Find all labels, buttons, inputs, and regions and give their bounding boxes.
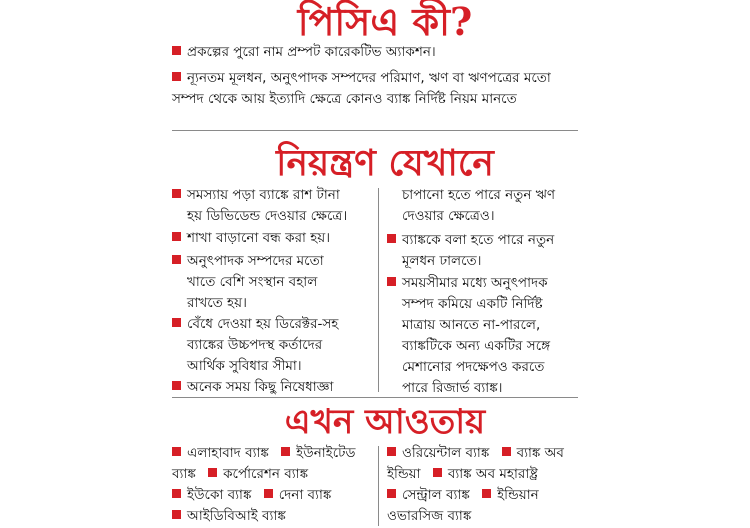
point-text: ব্যাঙ্কটিকে অন্য একটির সঙ্গে (402, 338, 551, 354)
bank-list-left-row-2 (172, 464, 308, 485)
control-point-7 (387, 273, 550, 399)
point-text: ব্যাঙ্কের উচ্চপদস্থ কর্তাদের (187, 337, 323, 353)
bullet-square-icon (387, 447, 396, 456)
bank-name: ব্যাঙ্ক (172, 466, 196, 482)
section1-point-1 (172, 42, 436, 63)
point-text: রাখতে হয়। (187, 295, 247, 311)
bullet-square-icon (482, 489, 491, 498)
bank-list-right-row-1 (387, 443, 564, 464)
point-text: প্রকল্পের পুরো নাম প্রম্পট কারেকটিভ অ্যাকশন। (187, 44, 436, 60)
bullet-square-icon (387, 489, 396, 498)
point-text: দেওয়ার ক্ষেত্রেও। (402, 208, 495, 224)
point-text: অনেক সময় কিছু নিষেধাজ্ঞা (187, 379, 334, 395)
control-point-2 (172, 228, 330, 249)
bullet-square-icon (387, 277, 396, 286)
bank-name: এলাহাবাদ ব্যাঙ্ক (187, 445, 269, 461)
column-divider (378, 446, 379, 526)
control-point-3 (172, 251, 324, 314)
control-point-6 (387, 230, 554, 272)
point-text: মাত্রায় আনতে না-পারলে, (402, 317, 541, 333)
point-text: হয় ডিভিডেন্ড দেওয়ার ক্ষেত্রে। (187, 208, 348, 224)
bullet-square-icon (172, 232, 181, 241)
section1-point-2 (172, 68, 551, 110)
bullet-square-icon (172, 189, 181, 198)
bullet-square-icon (387, 234, 396, 243)
bullet-square-icon (172, 510, 181, 519)
bullet-square-icon (264, 489, 273, 498)
bullet-square-icon (172, 381, 181, 390)
bank-name: ইন্ডিয়া (387, 466, 421, 482)
section1-title: পিসিএ কী? (297, 0, 473, 44)
point-text: মেশানোর পদক্ষেপও করতে (402, 359, 545, 375)
bank-name: আইডিবিআই ব্যাঙ্ক (187, 508, 286, 524)
point-text: সম্পদ কমিয়ে একটি নির্দিষ্ট (402, 296, 543, 312)
bullet-square-icon (172, 72, 181, 81)
section3-title: এখন আওতায় (284, 402, 486, 442)
point-text: মূলধন ঢালতে। (402, 253, 482, 269)
point-text: চাপানো হতে পারে নতুন ঋণ (402, 187, 555, 203)
section-divider (172, 397, 578, 398)
bank-list-right-row-3 (387, 485, 539, 506)
bank-list-left-row-3 (172, 485, 331, 506)
point-text: সমস্যায় পড়া ব্যাঙ্কে রাশ টানা (187, 187, 340, 203)
bank-list-left-row-1 (172, 443, 355, 464)
section2-title: নিয়ন্ত্রণ যেখানে (276, 142, 494, 184)
point-text: শাখা বাড়ানো বন্ধ করা হয়। (187, 230, 331, 246)
bank-name: কর্পোরেশন ব্যাঙ্ক (223, 466, 309, 482)
bank-list-right-row-4 (387, 506, 471, 527)
bank-name: ব্যাঙ্ক অব (516, 445, 564, 461)
point-text: বেঁধে দেওয়া হয় ডিরেক্টর-সহ (187, 316, 339, 332)
bullet-square-icon (172, 46, 181, 55)
bullet-square-icon (172, 255, 181, 264)
bank-name: সেন্ট্রাল ব্যাঙ্ক (402, 487, 470, 503)
section-divider (172, 130, 578, 131)
point-text: আর্থিক সুবিধার সীমা। (187, 358, 302, 374)
point-text: অনুৎপাদক সম্পদের মতো (187, 253, 324, 269)
bank-name: ওভারসিজ ব্যাঙ্ক (387, 508, 472, 524)
bullet-square-icon (172, 318, 181, 327)
control-point-1 (172, 185, 347, 227)
point-text: ন্যূনতম মূলধন, অনুৎপাদক সম্পদের পরিমাণ, ঋণ বা ঋণপত্রের মতো (187, 70, 551, 86)
bullet-square-icon (208, 468, 217, 477)
point-text: খাতে বেশি সংস্থান বহাল (187, 274, 318, 290)
point-text: সম্পদ থেকে আয় ইত্যাদি ক্ষেত্রে কোনও ব্যাঙ্ক নির্দিষ্ট নিয়ম মানতে (172, 91, 517, 107)
bank-name: ইউনাইটেড (296, 445, 356, 461)
column-divider (378, 188, 379, 392)
bank-name: ইউকো ব্যাঙ্ক (187, 487, 252, 503)
bullet-square-icon (172, 447, 181, 456)
bank-list-left-row-4 (172, 506, 286, 527)
bullet-square-icon (502, 447, 511, 456)
bullet-square-icon (172, 489, 181, 498)
bank-list-right-row-2 (387, 464, 538, 485)
control-point-5-continued (402, 185, 555, 227)
bank-name: ব্যাঙ্ক অব মহারাষ্ট্র (447, 466, 538, 482)
bank-name: ইন্ডিয়ান (497, 487, 539, 503)
point-text: পারে রিজার্ভ ব্যাঙ্ক। (402, 380, 503, 396)
bullet-square-icon (433, 468, 442, 477)
bank-name: ওরিয়েন্টাল ব্যাঙ্ক (402, 445, 490, 461)
bank-name: দেনা ব্যাঙ্ক (278, 487, 332, 503)
control-point-5 (172, 377, 333, 398)
bullet-square-icon (281, 447, 290, 456)
point-text: সময়সীমার মধ্যে অনুৎপাদক (402, 275, 548, 291)
point-text: ব্যাঙ্ককে বলা হতে পারে নতুন (402, 232, 555, 248)
control-point-4 (172, 314, 338, 377)
